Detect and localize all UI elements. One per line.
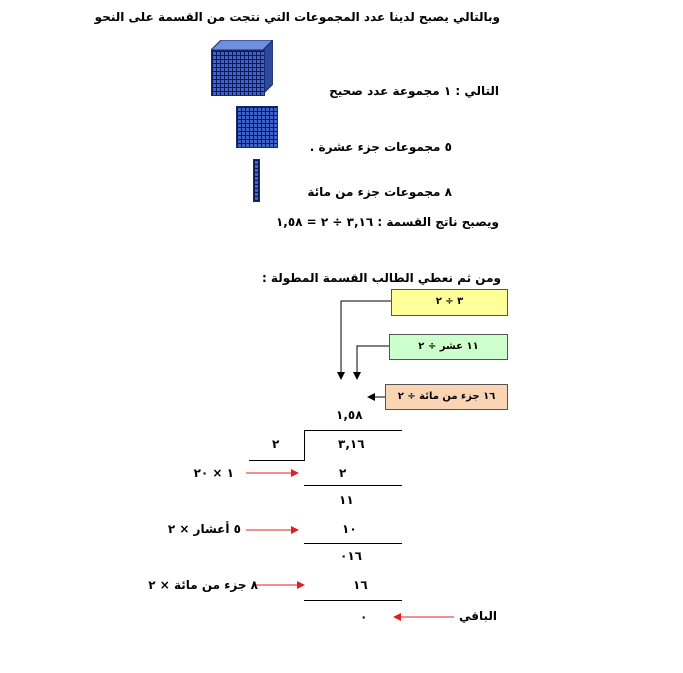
remainder-label: الباقي <box>458 609 497 623</box>
quotient-statement: ويصبح ناتج القسمة : ٣,١٦ ÷ ٢ = ١,٥٨ <box>275 215 499 229</box>
step-box-ones: ٣ ÷ ٢ <box>391 289 508 316</box>
annotation-hundredths: ٨ جزء من مائة × ٢ <box>148 578 258 592</box>
division-separator <box>304 430 305 461</box>
division-bar <box>304 430 402 431</box>
division-row: ١٠ <box>342 522 357 536</box>
step-box-hundredths: ١٦ جزء من مائة ÷ ٢ <box>385 384 508 410</box>
result-tenths: ٥ مجموعات جزء عشرة . <box>309 140 452 154</box>
annotation-ones: ١ × ٢٠ <box>193 466 234 480</box>
division-row: ١١ <box>339 493 354 507</box>
remainder-value: ٠ <box>360 610 368 624</box>
divisor-underline <box>249 460 305 461</box>
step-box-tenths: ١١ عشر ÷ ٢ <box>389 334 508 360</box>
hundreds-cube-image <box>211 40 273 94</box>
dividend: ٣,١٦ <box>338 437 365 451</box>
intro-text: وبالتالي يصبح لدينا عدد المجموعات التي نتجت من القسمة على النحو <box>94 10 500 24</box>
result-whole: التالي : ١ مجموعة عدد صحيح <box>329 84 499 98</box>
quotient: ١,٥٨ <box>336 408 363 422</box>
division-row: ٠١٦ <box>340 549 362 563</box>
ones-rod-image <box>253 159 260 202</box>
subtraction-line <box>304 600 402 601</box>
divisor: ٢ <box>272 437 280 451</box>
result-hundredths: ٨ مجموعات جزء من مائة <box>307 185 452 199</box>
subtraction-line <box>304 485 402 486</box>
division-row: ٢ <box>339 466 347 480</box>
long-division-intro: ومن ثم نعطي الطالب القسمة المطولة : <box>261 271 501 285</box>
division-row: ١٦ <box>353 578 368 592</box>
tens-flat-image <box>236 106 278 148</box>
subtraction-line <box>304 543 402 544</box>
annotation-tenths: ٥ أعشار × ٢ <box>167 522 241 536</box>
